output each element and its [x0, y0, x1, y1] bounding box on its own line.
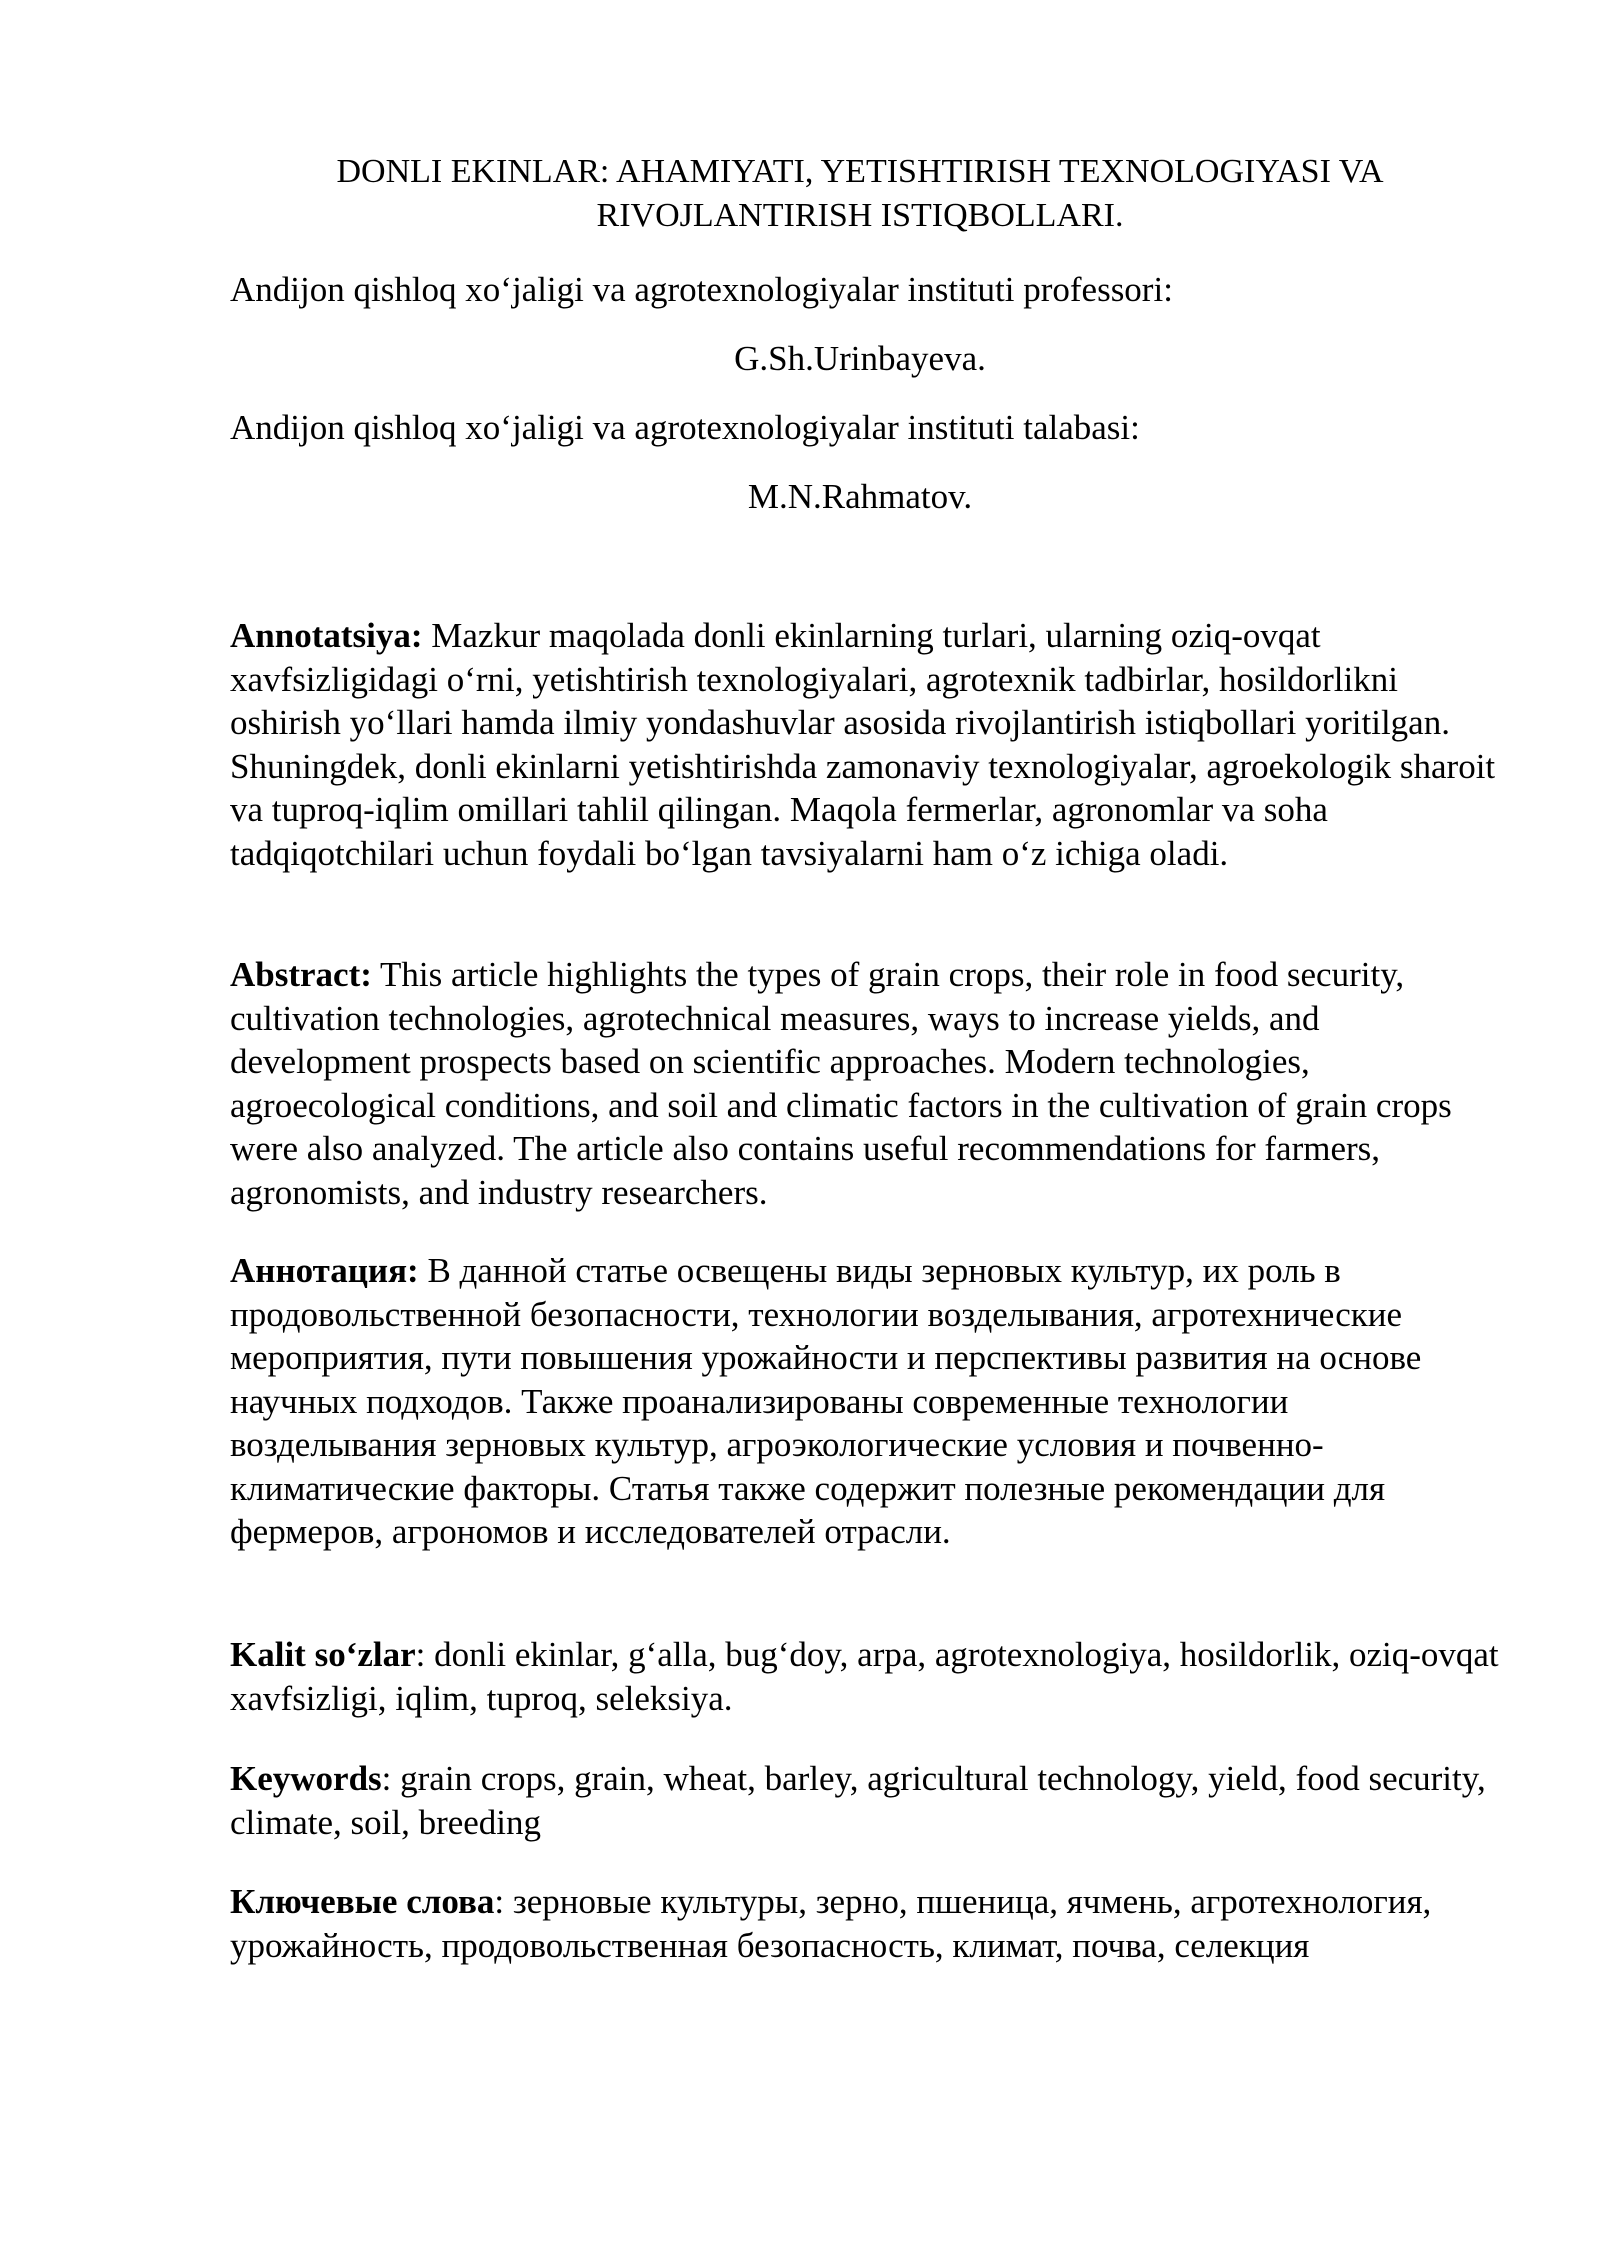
annotation-uz-label: Annotatsiya:	[230, 616, 423, 655]
annotation-ru	[230, 1249, 1500, 1554]
keywords-en	[230, 1757, 1500, 1844]
keywords-uz-label: Kalit so‘zlar	[230, 1635, 416, 1674]
keywords-ru	[230, 1880, 1500, 1967]
abstract-en	[230, 953, 1500, 1214]
abstract-en-label: Abstract:	[230, 955, 372, 994]
keywords-ru-label: Ключевые слова	[230, 1882, 495, 1921]
keywords-en-label: Keywords	[230, 1759, 382, 1798]
keywords-ru-text: : зерновые культуры, зерно, пшеница, ячмень, агротехнология, урожайность, продовольственная безопасность, климат, почва, селекция	[230, 1882, 1432, 1965]
author-1-affiliation: Andijon qishloq xo‘jaligi va agrotexnologiyalar instituti professori:	[230, 270, 1173, 309]
paper-title-line-1: DONLI EKINLAR: AHAMIYATI, YETISHTIRISH TEXNOLOGIYASI VA	[336, 153, 1384, 190]
paper-page	[230, 0, 1499, 2262]
author-2-name: M.N.Rahmatov.	[747, 477, 973, 516]
annotation-ru-label: Аннотация:	[230, 1251, 419, 1290]
author-1-name: G.Sh.Urinbayeva.	[734, 339, 986, 378]
keywords-uz-text: : donli ekinlar, g‘alla, bug‘doy, arpa, agrotexnologiya, hosildorlik, oziq-ovqat xavfsizligi, iqlim, tuproq, seleksiya.	[230, 1635, 1499, 1718]
paper-title	[230, 150, 1490, 238]
keywords-en-text: : grain crops, grain, wheat, barley, agricultural technology, yield, food security, climate, soil, breeding	[230, 1759, 1486, 1842]
author-2-affiliation: Andijon qishloq xo‘jaligi va agrotexnologiyalar instituti talabasi:	[230, 408, 1140, 447]
keywords-uz	[230, 1633, 1500, 1720]
abstract-en-text: This article highlights the types of grain crops, their role in food security, cultivation technologies, agrotechnical measures, ways to increase yields, and development prospects based on scientific approaches. Modern technologies, agroecological conditions, and soil and climatic factors in the cultivation of grain crops were also analyzed. The article also contains useful recommendations for farmers, agronomists, and industry researchers.	[230, 955, 1452, 1212]
annotation-ru-text: В данной статье освещены виды зерновых культур, их роль в продовольственной безопасности, технологии возделывания, агротехнические мероприятия, пути повышения урожайности и перспективы развития на основе научных подходов. Также проанализированы современные технологии возделывания зерновых культур, агроэкологические условия и почвенно-климатические факторы. Статья также содержит полезные рекомендации для фермеров, агрономов и исследователей отрасли.	[230, 1251, 1422, 1551]
paper-title-line-2: RIVOJLANTIRISH ISTIQBOLLARI.	[596, 197, 1124, 234]
annotation-uz	[230, 614, 1500, 875]
annotation-uz-text: Mazkur maqolada donli ekinlarning turlari, ularning oziq-ovqat xavfsizligidagi o‘rni, yetishtirish texnologiyalari, agrotexnik tadbirlar, hosildorlikni oshirish yo‘llari hamda ilmiy yondashuvlar asosida rivojlantirish istiqbollari yoritilgan. Shuningdek, donli ekinlarni yetishtirishda zamonaviy texnologiyalar, agroekologik sharoit va tuproq-iqlim omillari tahlil qilingan. Maqola fermerlar, agronomlar va soha tadqiqotchilari uchun foydali bo‘lgan tavsiyalarni ham o‘z ichiga oladi.	[230, 616, 1496, 873]
